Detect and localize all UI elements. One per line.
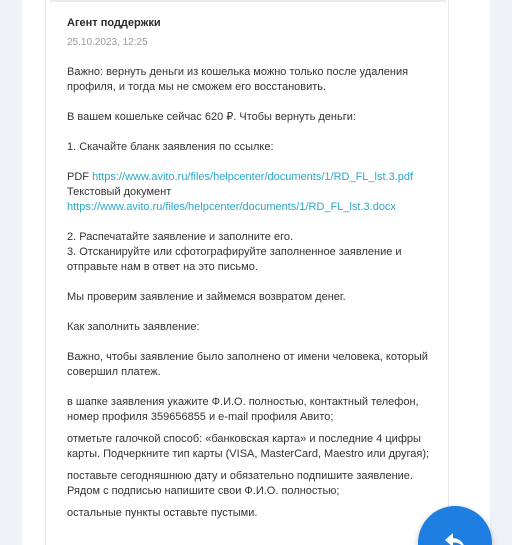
paragraph-step-1: 1. Скачайте бланк заявления по ссылке: (67, 141, 274, 153)
paragraph-warning: Важно: вернуть деньги из кошелька можно только после удаления профиля, и тогда мы не сможем его восстановить. (67, 66, 409, 93)
paragraph-payer-note: Важно, чтобы заявление было заполнено от имени человека, который совершил платеж. (67, 351, 428, 378)
paragraph-download-links (67, 170, 445, 215)
sender-name: Агент поддержки (67, 17, 161, 29)
message-date: 25.10.2023, 12:25 (67, 37, 148, 48)
right-background-band (490, 0, 512, 545)
message-content (67, 16, 445, 521)
doc-label: Текстовый документ (67, 186, 172, 198)
paragraph-review: Мы проверим заявление и займемся возвратом денег. (67, 291, 346, 303)
paragraph-step-3: 3. Отсканируйте или сфотографируйте заполненное заявление и отправьте нам в ответ на это письмо. (67, 246, 402, 273)
pdf-link[interactable]: https://www.avito.ru/files/helpcenter/documents/1/RD_FL_lst.3.pdf (92, 171, 414, 183)
left-background-band (0, 0, 22, 545)
paragraph-leave-empty: остальные пункты оставьте пустыми. (67, 507, 258, 519)
docx-link[interactable]: https://www.avito.ru/files/helpcenter/documents/1/RD_FL_lst.3.docx (67, 201, 396, 213)
paragraph-header-instructions: в шапке заявления укажите Ф.И.О. полностью, контактный телефон, номер профиля 359656855 и e-mail профиля Авито; (67, 396, 419, 423)
paragraph-signature-instructions: поставьте сегодняшнюю дату и обязательно подпишите заявление. Рядом с подписью напишите свои Ф.И.О. полностью; (67, 470, 413, 497)
paragraph-how-to-fill: Как заполнить заявление: (67, 321, 200, 333)
reply-icon (442, 530, 468, 545)
paragraph-wallet-balance: В вашем кошельке сейчас 620 ₽. Чтобы вернуть деньги: (67, 111, 356, 123)
card-divider (50, 0, 446, 2)
pdf-label: PDF (67, 171, 93, 183)
paragraph-step-2: 2. Распечатайте заявление и заполните его. (67, 231, 294, 243)
paragraph-card-instructions: отметьте галочкой способ: «банковская карта» и последние 4 цифры карты. Подчеркните тип карты (VISA, MasterCard, Maestro или другая); (67, 433, 430, 460)
